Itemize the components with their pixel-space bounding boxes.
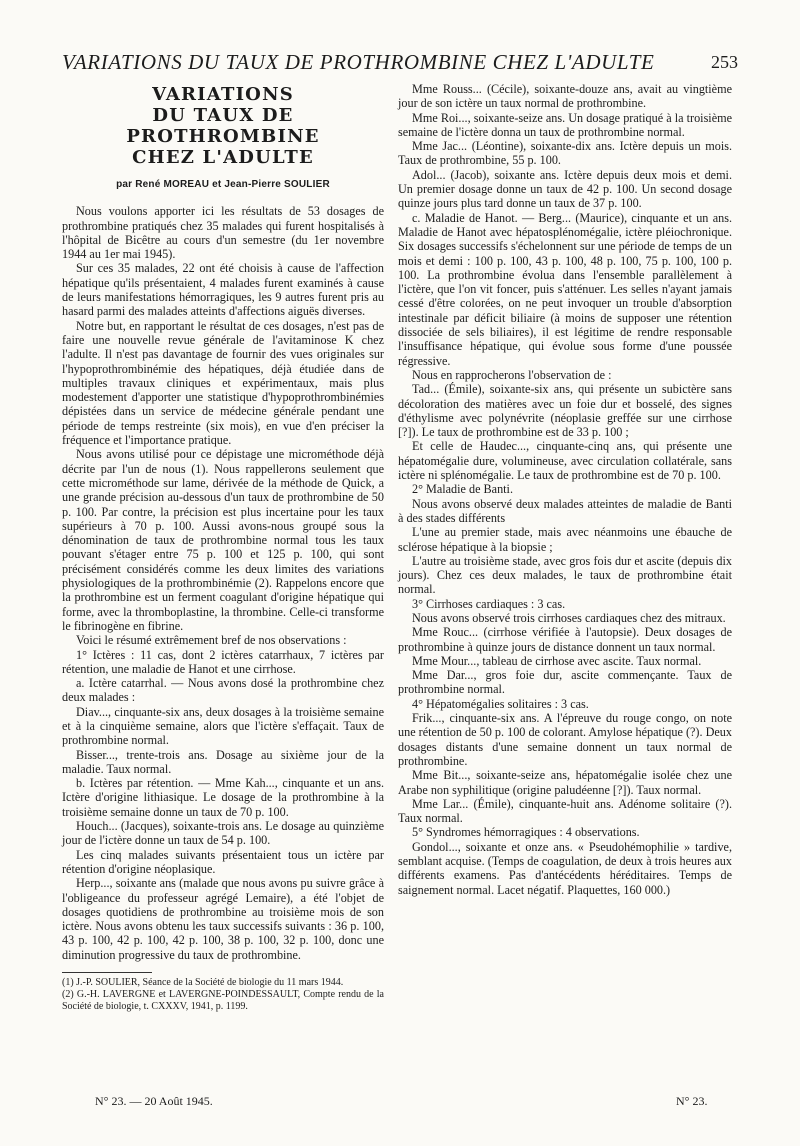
paragraph: L'autre au troisième stade, avec gros fois dur et ascite (depuis dix jours). Chez ces deux malades, le taux de prothrombine était normal. [398,553,732,597]
issue-footer-right: N° 23. [676,1094,708,1108]
section-heading: 5° Syndromes hémorragiques : 4 observations. [412,825,640,840]
running-head-title: VARIATIONS DU TAUX DE PROTHROMBINE CHEZ L'ADULTE [62,50,655,74]
paragraph: Nous avons observé deux malades atteintes de maladie de Banti à des stades différents [398,496,732,525]
section-heading: 2° Maladie de Banti. [412,482,513,497]
paragraph: Herp..., soixante ans (malade que nous avons pu suivre grâce à l'obligeance du professeur agrégé Lemaire), a été l'objet de dosages quotidiens de prothrombine au troisième mois de son ictère. Nous avons obtenu les taux successifs suivants : 36 p. 100, 43 p. 100, 42 p. 100, 42 p. 100, 38 p. 100, 32 p. 100, donc une diminution progressive du taux de prothrombine. [62,876,384,962]
paragraph: Voici le résumé extrêmement bref de nos observations : [76,633,347,648]
right-column [398,82,732,897]
paragraph: Gondol..., soixante et onze ans. « Pseudohémophilie » tardive, semblant acquise. (Temps de coagulation, de deux à trois heures aux différents examens. Pas d'antécédents héréditaires. Temps de saignement normal. Lacet négatif. Plaquettes, 160 000.) [398,839,732,897]
paragraph: Frik..., cinquante-six ans. A l'épreuve du rouge congo, on note une rétention de 50 p. 100 de colorant. Amylose hépatique (?). Deux dosages distants d'une semaine donnent un taux normal de prothrombine. [398,711,732,768]
left-column [62,82,384,1013]
article-title [62,84,384,168]
paragraph: Mme Lar... (Émile), cinquante-huit ans. Adénome solitaire (?). Taux normal. [398,796,732,826]
paragraph: Les cinq malades suivants présentaient tous un ictère par rétention d'origine néoplasique. [62,847,384,876]
paragraph: L'une au premier stade, mais avec néanmoins une ébauche de sclérose hépatique à la biopsie ; [398,525,732,554]
paragraph: Mme Dar..., gros foie dur, ascite commençante. Taux de prothrombine normal. [398,668,732,697]
paragraph: c. Maladie de Hanot. — Berg... (Maurice), cinquante et un ans. Maladie de Hanot avec hépatosplénomégalie, ictère pléiochronique. Six dosages successifs s'échelonnent sur une période de temps de un mois et demi : 100 p. 100, 43 p. 100, 48 p. 100, 75 p. 100, 100 p. 100. La prothrombine évolua dans l'ensemble parallèlement à l'ictère, que l'on vit foncer, puis s'atténuer. Les selles n'ayant jamais cessé d'être colorées, on ne peut invoquer un trouble d'absorption intestinale par déficit biliaire (à moins de supposer une rétention dissociée de sels biliaires), il est légitime de rendre responsable l'insuffisance hépatique, qui évolue sous forme d'une poussée régressive. [398,210,732,368]
footnote-divider [62,972,152,973]
footnote: (2) G.-H. LAVERGNE et LAVERGNE-POINDESSAULT, Compte rendu de la Société de biologie, t. CXXXV, 1941, p. 1199. [62,989,384,1013]
paragraph: Nous en rapprocherons l'observation de : [412,367,612,382]
paragraph: Sur ces 35 malades, 22 ont été choisis à cause de l'affection hépatique qu'ils présentaient, 4 malades furent examinés à cause de leurs manifestations hémorragiques, les 9 autres furent pris au hasard parmi des malades atteints d'affections aiguës diverses. [62,261,384,319]
section-heading: 1° Ictères : 11 cas, dont 2 ictères catarrhaux, 7 ictères par rétention, une maladie de Hanot et une cirrhose. [62,647,384,676]
paragraph: Et celle de Haudec..., cinquante-cinq ans, qui présente une hépatomégalie dure, volumineuse, avec circulation collatérale, sans ictère ni splénomégalie. Le taux de prothrombine est de 70 p. 100. [398,439,732,483]
article-title-line-2: DU TAUX DE PROTHROMBINE [126,105,320,147]
running-head [62,50,738,76]
paragraph: Houch... (Jacques), soixante-trois ans. Le dosage au quinzième jour de l'ictère donne un taux de 54 p. 100. [62,819,384,848]
issue-footer-left: N° 23. — 20 Août 1945. [95,1094,213,1108]
footnote: (1) J.-P. SOULIER, Séance de la Société de biologie du 11 mars 1944. [62,977,344,989]
article-title-line-3: CHEZ L'ADULTE [132,147,314,168]
paragraph: Nous avons observé trois cirrhoses cardiaques chez des mitraux. [412,610,726,625]
paragraph: Mme Mour..., tableau de cirrhose avec ascite. Taux normal. [412,653,702,668]
page-number: 253 [711,52,738,72]
paragraph: Notre but, en rapportant le résultat de ces dosages, n'est pas de faire une nouvelle revue générale de l'avitaminose K chez l'adulte. Il n'est pas davantage de fournir des vues originales sur l'hypoprothrombinémie des hépatiques, déjà étudiée dans de multiples travaux cliniques et expérimentaux, mais plus modestement d'apporter une statistique d'hypoprothrombinémies dépistées dans un service de médecine générale pendant une période de temps restreinte (six mois), en vue d'en préciser la fréquence et l'importance pratique. [62,318,384,448]
paragraph: Tad... (Émile), soixante-six ans, qui présente un subictère sans décoloration des matières avec un foie dur et bosselé, des signes d'éthylisme avec polynévrite (néoplasie greffée sur une cirrhose [?]). Le taux de prothrombine est de 33 p. 100 ; [398,382,732,440]
paragraph: Nous avons utilisé pour ce dépistage une microméthode déjà décrite par l'un de nous (1). Nous rappellerons seulement que cette microméthode sur lame, dérivée de la méthode de Quick, a une grande précision au-dessous d'un taux de prothrombine de 50 p. 100. Par contre, la précision est plus incertaine pour les taux supérieurs à 70 p. 100. Aussi avons-nous groupé sous la dénomination de taux de prothrombine normal tous les taux pouvant s'étager entre 75 p. 100 et 125 p. 100, qui sont précisément considérés comme les deux limites des variations physiologiques de la prothrombinémie (2). Rappelons encore que la prothrombine est un ferment coagulant d'origine hépatique qui forme, avec la thromboplastine, la thrombine. Celle-ci transforme le fibrinogène en fibrine. [62,447,384,633]
paragraph: Mme Rouc... (cirrhose vérifiée à l'autopsie). Deux dosages de prothrombine à quinze jours de distance donnent un taux normal. [398,625,732,654]
paragraph: Diav..., cinquante-six ans, deux dosages à la troisième semaine et à la cinquième semaine, alors que l'ictère s'effaçait. Taux de prothrombine normal. [62,704,384,748]
paragraph: b. Ictères par rétention. — Mme Kah..., cinquante et un ans. Ictère d'origine lithiasique. Le dosage de la prothrombine à la troisième semaine donne un taux de 70 p. 100. [62,776,384,819]
section-heading: 3° Cirrhoses cardiaques : 3 cas. [412,596,566,611]
paragraph: Mme Jac... (Léontine), soixante-dix ans. Ictère depuis un mois. Taux de prothrombine, 55 p. 100. [398,139,732,168]
paragraph: Adol... (Jacob), soixante ans. Ictère depuis deux mois et demi. Un premier dosage donne un taux de 42 p. 100. Un second dosage quinze jours plus tard donne un taux de 37 p. 100. [398,167,732,211]
paragraph: Mme Roi..., soixante-seize ans. Un dosage pratiqué à la troisième semaine de l'ictère donna un taux de prothrombine normal. [398,110,732,139]
paragraph: Nous voulons apporter ici les résultats de 53 dosages de prothrombine pratiqués chez 35 malades qui furent hospitalisés à l'hôpital de Bicêtre au cours d'un semestre (du 1er novembre 1944 au 1er mai 1945). [62,204,384,262]
article-authors: par René MOREAU et Jean-Pierre SOULIER [116,179,330,190]
paragraph: a. Ictère catarrhal. — Nous avons dosé la prothrombine chez deux malades : [62,676,384,705]
paragraph: Mme Bit..., soixante-seize ans, hépatomégalie isolée chez une Arabe non syphilitique (origine paludéenne [?]). Taux normal. [398,768,732,797]
article-title-line-1: VARIATIONS [152,84,294,105]
paragraph: Mme Rouss... (Cécile), soixante-douze ans, avait au vingtième jour de son ictère un taux normal de prothrombine. [398,82,732,111]
paragraph: Bisser..., trente-trois ans. Dosage au sixième jour de la maladie. Taux normal. [62,747,384,776]
section-heading: 4° Hépatomégalies solitaires : 3 cas. [412,696,589,711]
